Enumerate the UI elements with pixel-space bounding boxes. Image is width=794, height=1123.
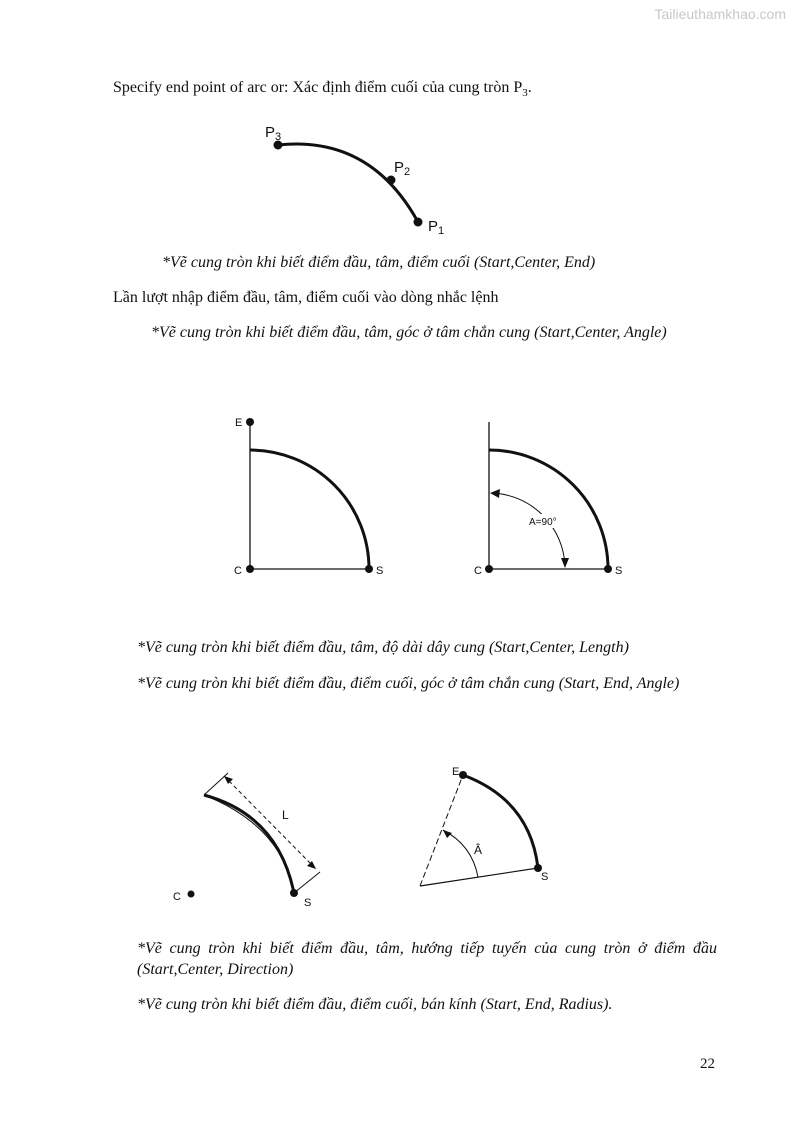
label-angle: A=90° [529, 517, 557, 528]
label-s: S [304, 897, 312, 909]
label-p1: $P_1$ [428, 218, 445, 237]
subscript: 3 [522, 87, 528, 100]
heading-start-center-direction: *Vẽ cung tròn khi biết điểm đầu, tâm, hướng tiếp tuyến của cung tròn ở điểm đầu (Start,Center, Direction) [137, 940, 717, 978]
paragraph-input-points: Lần lượt nhập điểm đầu, tâm, điểm cuối vào dòng nhắc lệnh [113, 289, 499, 306]
label-l: L [282, 808, 289, 822]
label-s: S [615, 565, 623, 577]
page-number: 22 [700, 1056, 715, 1072]
heading-start-center-angle: *Vẽ cung tròn khi biết điểm đầu, tâm, góc ở tâm chắn cung (Start,Center, Angle) [151, 324, 667, 341]
label-c: C [234, 565, 242, 577]
heading-start-end-radius: *Vẽ cung tròn khi biết điểm đầu, điểm cuối, bán kính (Start, End, Radius). [137, 996, 613, 1013]
heading-start-center-end: *Vẽ cung tròn khi biết điểm đầu, tâm, điểm cuối (Start,Center, End) [162, 254, 596, 271]
label-p3: $P_3$ [265, 124, 282, 143]
label-e: E [235, 417, 243, 429]
line-to-start [420, 868, 538, 886]
arrow-head-angle [443, 830, 452, 838]
point-e [459, 771, 467, 779]
label-s: S [376, 565, 384, 577]
line-to-end [420, 775, 463, 886]
watermark: Tailieuthamkhao.com [654, 6, 786, 22]
heading-start-center-length: *Vẽ cung tròn khi biết điểm đầu, tâm, độ dài dây cung (Start,Center, Length) [137, 639, 629, 656]
label-e: E [452, 766, 460, 778]
paragraph-text: Specify end point of arc or: Xác định điểm cuối của cung tròn P [113, 79, 523, 96]
label-s: S [541, 871, 549, 883]
label-c: C [173, 891, 181, 903]
label-c: C [474, 565, 482, 577]
label-angle: Â [474, 843, 483, 857]
label-p2: $P_2$ [394, 159, 411, 178]
period: . [527, 79, 532, 96]
heading-start-end-angle: *Vẽ cung tròn khi biết điểm đầu, điểm cuối, góc ở tâm chắn cung (Start, End, Angle) [137, 675, 680, 692]
angle-arc [443, 830, 478, 877]
